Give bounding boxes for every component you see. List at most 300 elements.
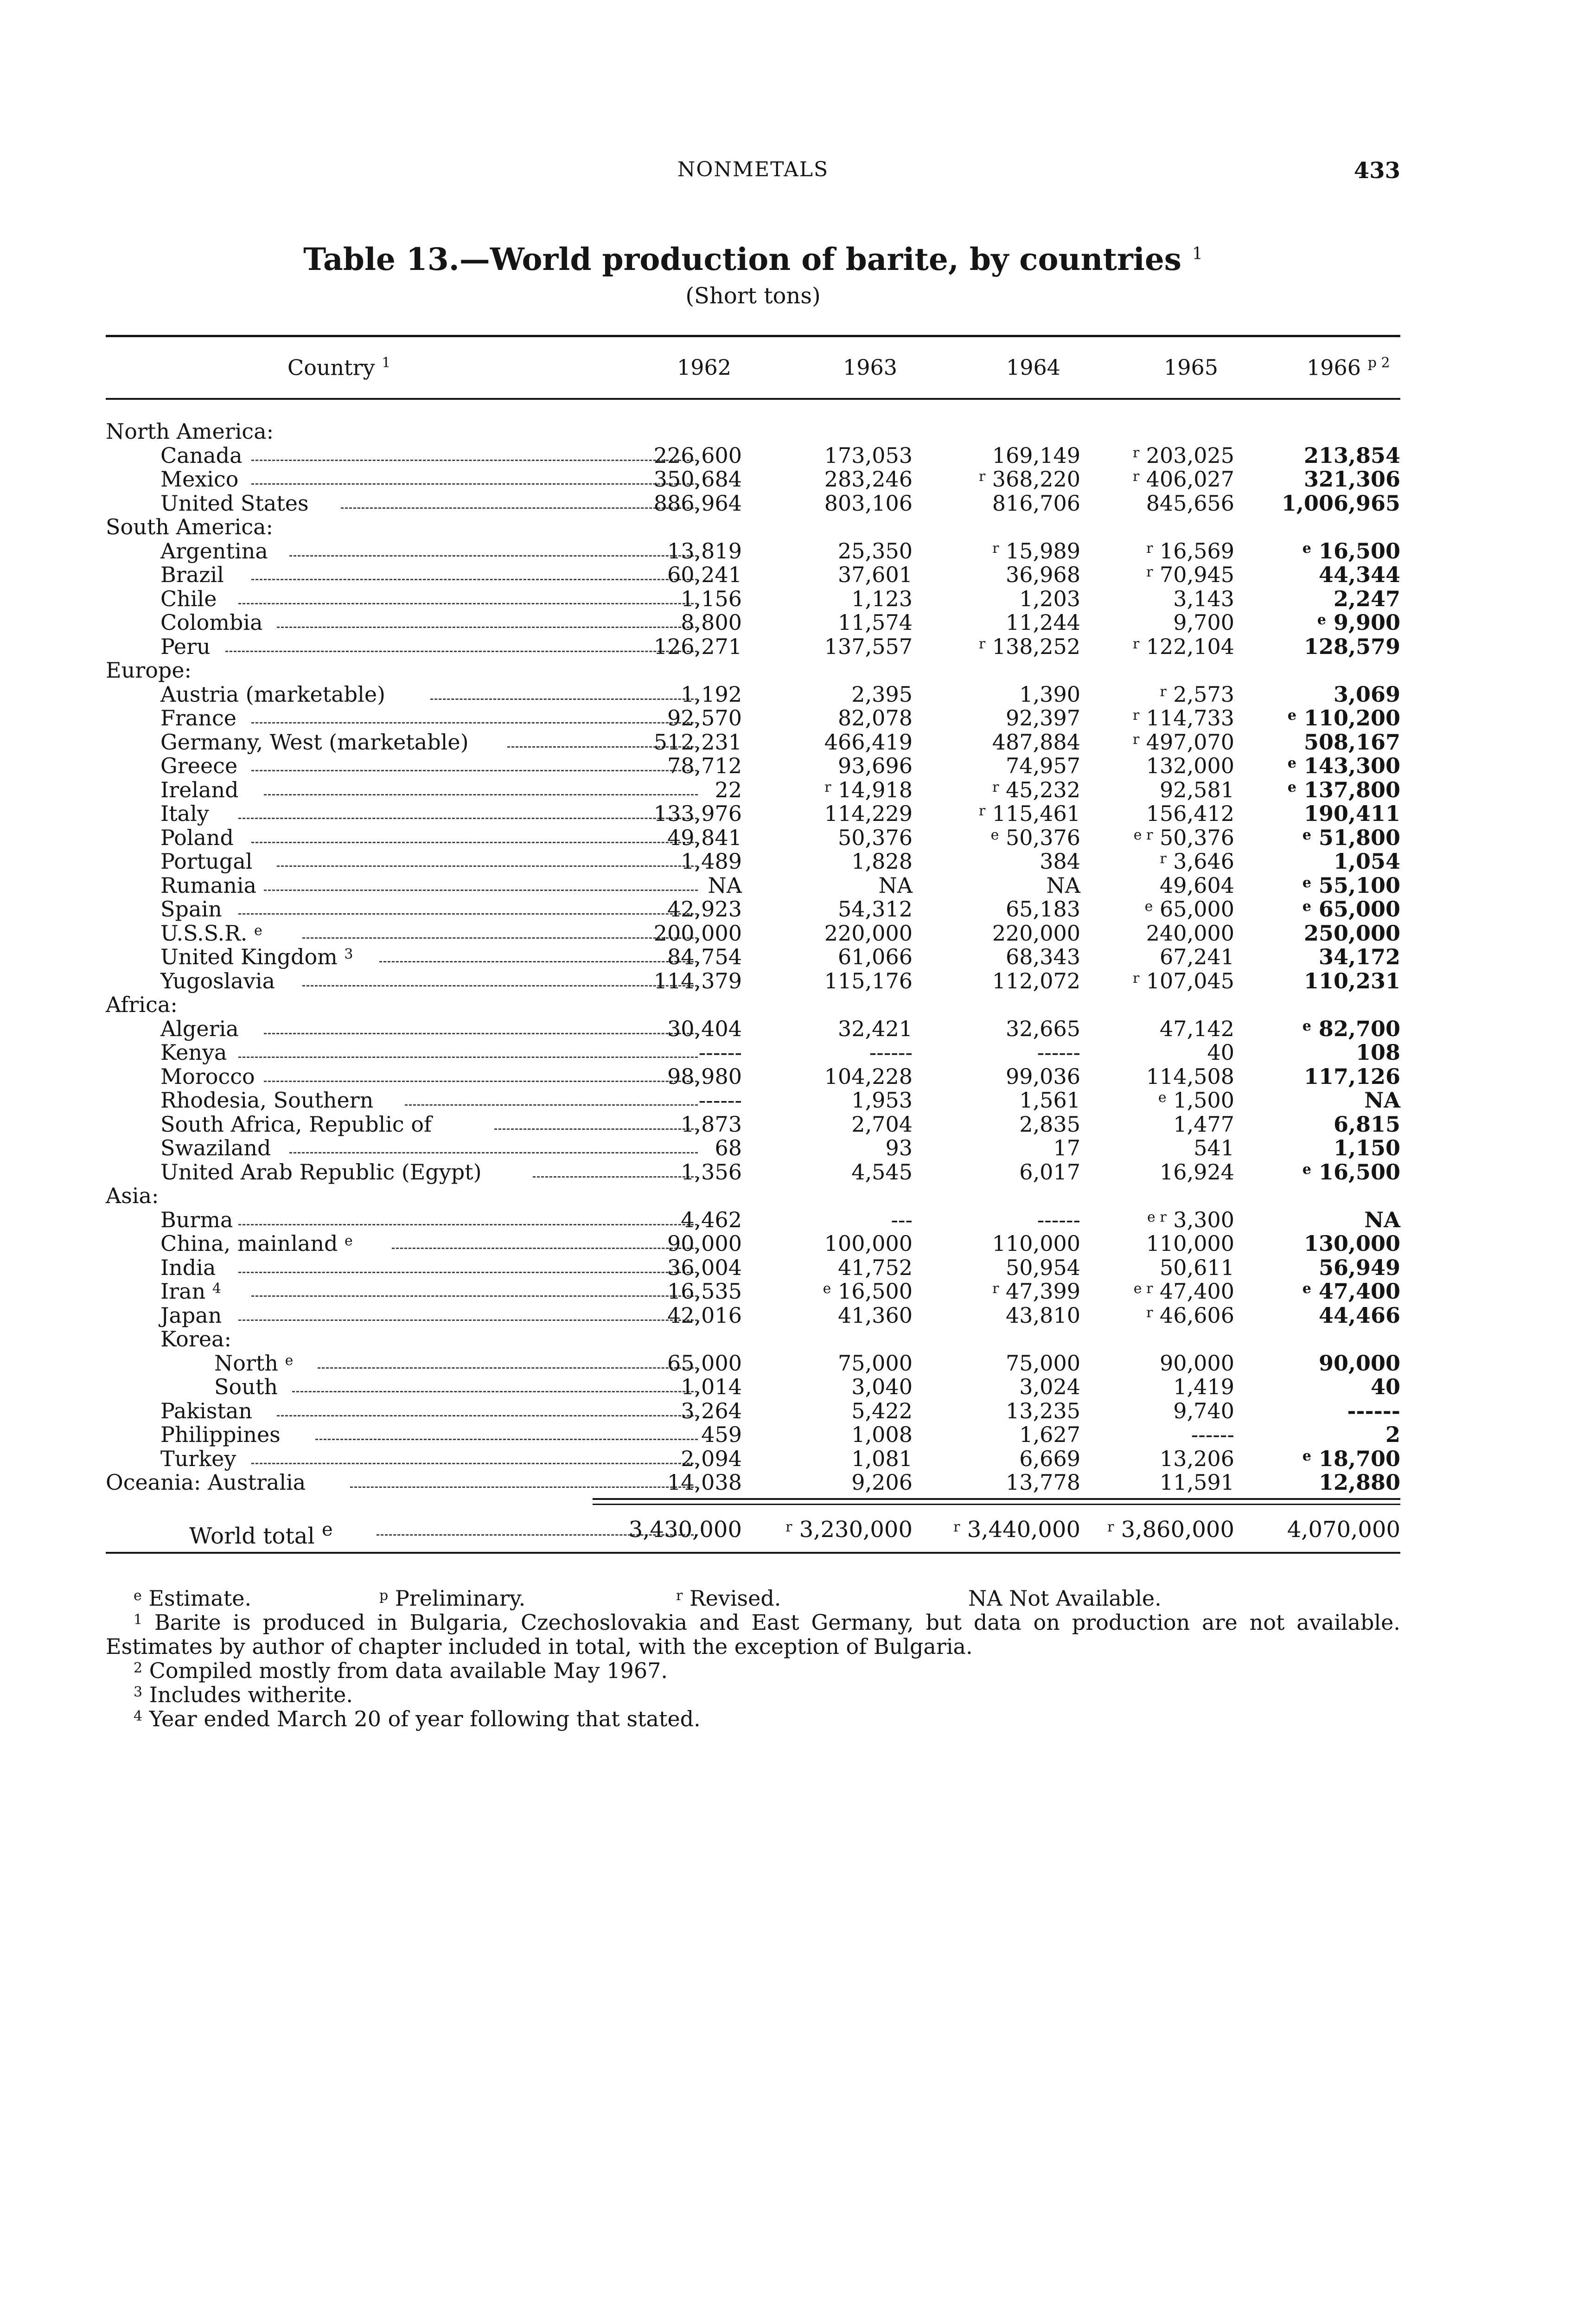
dot-leader xyxy=(350,1486,698,1488)
value-1963: 37,601 xyxy=(838,562,913,587)
value-1963: $^r$ 14,918 xyxy=(824,777,913,802)
row-label: Oceania: Australia xyxy=(106,1470,306,1495)
dot-leader xyxy=(392,1248,698,1249)
table-row xyxy=(106,611,1400,635)
row-label: Colombia xyxy=(160,610,263,635)
value-1966: $^e$ 18,700 xyxy=(1302,1446,1400,1471)
value-1966: $^e$ 47,400 xyxy=(1302,1279,1400,1304)
value-1966: 3,069 xyxy=(1333,681,1400,707)
value-1962: 1,356 xyxy=(681,1159,742,1185)
row-label: Rumania xyxy=(160,872,257,898)
value-mark: e xyxy=(1302,826,1311,843)
value-mark: e r xyxy=(1133,826,1153,843)
value-1963: 1,828 xyxy=(851,849,913,874)
footnote: $^2$ Compiled mostly from data available May 1967. xyxy=(134,1658,668,1683)
value-1963: 115,176 xyxy=(824,968,913,993)
dot-leader xyxy=(238,818,698,819)
table-row xyxy=(106,1065,1400,1089)
value-1964: ------ xyxy=(1037,1040,1080,1065)
table-row xyxy=(106,969,1400,993)
label-footnote-mark: 3 xyxy=(344,946,353,962)
table-row xyxy=(106,802,1400,826)
value-1965: 9,700 xyxy=(1173,610,1234,635)
table-row xyxy=(106,706,1400,730)
table-group-heading xyxy=(106,1184,1400,1208)
table-title-footnote-mark: 1 xyxy=(1192,244,1203,263)
value-mark: e xyxy=(823,1281,831,1297)
value-1965: ------ xyxy=(1191,1422,1234,1447)
table-row xyxy=(106,492,1400,516)
value-mark: r xyxy=(1107,1519,1114,1535)
value-1963: 173,053 xyxy=(824,442,913,468)
column-header-country-label: Country xyxy=(287,355,375,380)
value-1965: 92,581 xyxy=(1160,777,1234,802)
value-1963: 283,246 xyxy=(824,467,913,492)
column-header-country xyxy=(287,355,390,380)
table-row xyxy=(106,635,1400,659)
value-1964: 65,183 xyxy=(1006,897,1080,922)
value-1966: 2,247 xyxy=(1333,586,1400,611)
table-group-heading xyxy=(106,659,1400,683)
value-1964: $^r$ 45,232 xyxy=(992,777,1080,802)
table-row xyxy=(106,850,1400,874)
value-mark: e xyxy=(1144,898,1153,915)
value-1966: $^e$ 16,500 xyxy=(1302,1159,1400,1185)
value-1963: 82,078 xyxy=(838,705,913,730)
table-row xyxy=(106,730,1400,755)
table-row xyxy=(106,1232,1400,1256)
label-footnote-mark: e xyxy=(321,1519,333,1540)
footnote: $^1$ Barite is produced in Bulgaria, Czechoslovakia and East Germany, but data on production are not available. Estimates by author of chapter included in total, with the exception of Bulgaria. xyxy=(106,1610,1400,1659)
legend-mark: e xyxy=(134,1588,142,1604)
value-1965: 9,740 xyxy=(1173,1398,1234,1423)
value-1963: 2,395 xyxy=(851,681,913,707)
value-1965: 3,143 xyxy=(1173,586,1234,611)
row-label: Morocco xyxy=(160,1063,255,1089)
value-1964: 3,024 xyxy=(1019,1374,1080,1399)
value-1962: 133,976 xyxy=(653,801,742,826)
value-1966: 190,411 xyxy=(1303,801,1400,826)
value-1962: 68 xyxy=(715,1135,742,1160)
row-label: Turkey xyxy=(160,1446,236,1471)
value-1965: $^e$ 65,000 xyxy=(1144,897,1234,922)
table-group-heading xyxy=(106,993,1400,1017)
row-label: Austria (marketable) xyxy=(160,681,385,707)
value-1963: 61,066 xyxy=(838,944,913,969)
value-1966: 40 xyxy=(1370,1374,1400,1399)
table-row xyxy=(106,1423,1400,1447)
value-mark: r xyxy=(1146,540,1153,557)
legend-mark: r xyxy=(676,1588,683,1604)
value-1965: 845,656 xyxy=(1146,490,1234,516)
table-title-text: Table 13.—World production of barite, by countries xyxy=(303,241,1181,277)
row-label: Poland xyxy=(160,825,234,850)
value-1965: $^r$ 122,104 xyxy=(1132,634,1234,659)
table-row xyxy=(106,778,1400,802)
value-1964: 2,835 xyxy=(1019,1111,1080,1137)
table-row xyxy=(106,922,1400,946)
value-1963: 114,229 xyxy=(824,801,913,826)
value-1965: $^r$ 497,070 xyxy=(1132,729,1234,755)
row-label: India xyxy=(160,1255,216,1280)
column-header-1962: 1962 xyxy=(677,355,732,380)
value-1963: 466,419 xyxy=(824,729,913,755)
footnote-mark: 3 xyxy=(134,1684,143,1700)
value-1966: $^e$ 16,500 xyxy=(1302,538,1400,564)
value-1965: 1,419 xyxy=(1173,1374,1234,1399)
value-mark: r xyxy=(992,540,999,557)
value-1964: 13,778 xyxy=(1006,1470,1080,1495)
value-1964: 1,203 xyxy=(1019,586,1080,611)
table-row xyxy=(106,1089,1400,1113)
row-label: North America: xyxy=(106,419,274,444)
dot-leader xyxy=(289,1152,698,1153)
value-1965: $^r$ 46,606 xyxy=(1146,1302,1234,1328)
row-label: North $^e$ xyxy=(214,1350,294,1376)
value-1962: 60,241 xyxy=(667,562,742,587)
dot-leader xyxy=(379,961,698,962)
legend-mark: p xyxy=(379,1588,389,1604)
value-1966: 1,006,965 xyxy=(1281,490,1400,516)
row-label: South America: xyxy=(106,514,274,539)
value-mark: r xyxy=(1132,707,1140,724)
value-1965: 49,604 xyxy=(1160,872,1234,898)
value-1962: 2,094 xyxy=(681,1446,742,1471)
value-1966: $^e$ 65,000 xyxy=(1302,897,1400,922)
value-mark: r xyxy=(1132,731,1140,748)
dot-leader xyxy=(318,1367,698,1369)
value-1965: 47,142 xyxy=(1160,1016,1234,1041)
row-label: Ireland xyxy=(160,777,239,802)
dot-leader xyxy=(251,1463,698,1464)
dot-leader xyxy=(264,890,698,891)
footnote-mark: 2 xyxy=(134,1660,143,1676)
dot-leader xyxy=(251,770,698,771)
value-mark: r xyxy=(785,1519,792,1535)
value-mark: r xyxy=(978,635,986,652)
value-1962: NA xyxy=(708,872,742,898)
footnote: $^4$ Year ended March 20 of year following that stated. xyxy=(134,1706,701,1731)
world-total-row xyxy=(106,1516,1400,1549)
dot-leader xyxy=(533,1176,698,1178)
row-label: United States xyxy=(160,490,309,516)
value-1964: $^r$ 3,440,000 xyxy=(953,1517,1080,1543)
value-1963: 3,040 xyxy=(851,1374,913,1399)
value-1965: $^r$ 3,860,000 xyxy=(1107,1517,1234,1543)
value-1962: 350,684 xyxy=(653,467,742,492)
value-1966: 250,000 xyxy=(1303,920,1400,946)
table-row xyxy=(106,754,1400,778)
dot-leader xyxy=(430,698,698,700)
table-row xyxy=(106,1041,1400,1065)
value-1962: 200,000 xyxy=(653,920,742,946)
table-row xyxy=(106,1113,1400,1137)
value-mark: e xyxy=(1302,540,1311,557)
value-1966: $^e$ 55,100 xyxy=(1302,872,1400,898)
value-mark: e xyxy=(1302,898,1311,915)
value-1963: 41,360 xyxy=(838,1302,913,1328)
row-label: South Africa, Republic of xyxy=(160,1111,432,1137)
column-header-1965: 1965 xyxy=(1164,355,1219,380)
value-1963: 137,557 xyxy=(824,634,913,659)
row-label: United Kingdom $^3$ xyxy=(160,944,353,969)
value-1964: ------ xyxy=(1037,1207,1080,1232)
row-label: Argentina xyxy=(160,538,268,564)
value-1962: 22 xyxy=(715,777,742,802)
value-1965: $^r$ 3,646 xyxy=(1160,849,1234,874)
footnote-mark: 1 xyxy=(134,1612,143,1628)
row-label: Spain xyxy=(160,897,222,922)
dot-leader xyxy=(302,937,698,939)
column-header-1966-mark: p 2 xyxy=(1367,355,1390,371)
footnote-legend xyxy=(106,1586,1400,1610)
table-row xyxy=(106,539,1400,564)
value-1966: 213,854 xyxy=(1303,442,1400,468)
table-row xyxy=(106,683,1400,707)
column-header-1963: 1963 xyxy=(843,355,898,380)
value-1962: 42,016 xyxy=(667,1302,742,1328)
value-1963: 1,953 xyxy=(851,1088,913,1113)
table-header-rule xyxy=(106,398,1400,400)
row-label: Japan xyxy=(160,1302,222,1328)
value-1962: 98,980 xyxy=(667,1063,742,1089)
value-1963: 50,376 xyxy=(838,825,913,850)
value-1963: --- xyxy=(891,1207,913,1232)
row-label: China, mainland $^e$ xyxy=(160,1231,353,1256)
value-1963: 11,574 xyxy=(838,610,913,635)
value-1965: 67,241 xyxy=(1160,944,1234,969)
dot-leader xyxy=(238,1320,698,1321)
value-1966: 1,054 xyxy=(1333,849,1400,874)
total-double-rule xyxy=(593,1498,1400,1505)
value-1963: 220,000 xyxy=(824,920,913,946)
value-1964: 6,669 xyxy=(1019,1446,1080,1471)
value-1963: 104,228 xyxy=(824,1063,913,1089)
value-mark: e xyxy=(1302,1161,1311,1178)
value-1962: 14,038 xyxy=(667,1470,742,1495)
dot-leader xyxy=(238,603,698,604)
value-1966: $^e$ 51,800 xyxy=(1302,825,1400,850)
value-1963: 4,545 xyxy=(851,1159,913,1185)
value-mark: e xyxy=(1302,874,1311,891)
value-1962: 114,379 xyxy=(653,968,742,993)
value-1964: $^r$ 15,989 xyxy=(992,538,1080,564)
value-1962: 1,014 xyxy=(681,1374,742,1399)
value-1963: ------ xyxy=(869,1040,913,1065)
value-1966: ------ xyxy=(1347,1398,1400,1423)
dot-leader xyxy=(238,1057,698,1058)
value-1965: $^r$ 203,025 xyxy=(1132,442,1234,468)
value-1962: 459 xyxy=(701,1422,742,1447)
table-row xyxy=(106,945,1400,969)
value-1964: 816,706 xyxy=(992,490,1080,516)
page-number: 433 xyxy=(1353,158,1400,184)
value-1966: $^e$ 110,200 xyxy=(1287,705,1400,730)
value-1965: $^{e r}$ 3,300 xyxy=(1147,1207,1234,1232)
value-1962: 3,430,000 xyxy=(628,1517,742,1543)
value-mark: r xyxy=(1146,1304,1153,1321)
value-1964: 487,884 xyxy=(992,729,1080,755)
row-label: World total $^e$ xyxy=(189,1519,333,1549)
value-1962: 78,712 xyxy=(667,753,742,778)
value-1963: $^e$ 16,500 xyxy=(823,1279,913,1304)
value-mark: e xyxy=(1287,707,1296,724)
value-1963: 1,081 xyxy=(851,1446,913,1471)
value-1962: 90,000 xyxy=(667,1231,742,1256)
dot-leader xyxy=(238,1272,698,1273)
value-1962: 226,600 xyxy=(653,442,742,468)
value-mark: r xyxy=(992,779,999,795)
value-1963: NA xyxy=(878,872,913,898)
value-1963: 32,421 xyxy=(838,1016,913,1041)
value-1962: 1,192 xyxy=(681,681,742,707)
dot-leader xyxy=(238,1224,698,1225)
table-group-heading xyxy=(106,1327,1400,1352)
value-mark: e xyxy=(1158,1089,1167,1106)
value-1965: 132,000 xyxy=(1146,753,1234,778)
value-1964: 1,561 xyxy=(1019,1088,1080,1113)
value-1965: 156,412 xyxy=(1146,801,1234,826)
dot-leader xyxy=(225,651,698,652)
row-label: Africa: xyxy=(106,992,178,1017)
table-row xyxy=(106,563,1400,587)
value-mark: r xyxy=(978,468,986,485)
table-row xyxy=(106,1256,1400,1280)
value-1962: 8,800 xyxy=(681,610,742,635)
value-1962: 13,819 xyxy=(667,538,742,564)
row-label: Korea: xyxy=(160,1326,231,1352)
value-1963: 9,206 xyxy=(851,1470,913,1495)
value-1966: 110,231 xyxy=(1303,968,1400,993)
table-bottom-rule xyxy=(106,1552,1400,1554)
row-label: Mexico xyxy=(160,467,239,492)
column-header-1966-label: 1966 xyxy=(1307,355,1361,380)
table-body xyxy=(106,420,1400,1495)
value-1965: $^{e r}$ 47,400 xyxy=(1133,1279,1234,1304)
row-label: Chile xyxy=(160,586,217,611)
footnotes xyxy=(106,1586,1400,1731)
value-1964: 1,627 xyxy=(1019,1422,1080,1447)
table-row xyxy=(106,468,1400,492)
legend-item: $^r$ Revised. xyxy=(676,1586,781,1611)
table-row xyxy=(106,1399,1400,1423)
value-mark: r xyxy=(1132,970,1140,987)
value-1966: 508,167 xyxy=(1303,729,1400,755)
value-1962: 84,754 xyxy=(667,944,742,969)
value-1963: 5,422 xyxy=(851,1398,913,1423)
dot-leader xyxy=(251,1295,698,1297)
value-1966: 2 xyxy=(1385,1422,1400,1447)
value-1962: 36,004 xyxy=(667,1255,742,1280)
value-mark: r xyxy=(992,1281,999,1297)
value-mark: e r xyxy=(1147,1209,1167,1225)
value-1963: 93 xyxy=(885,1135,913,1160)
table-row xyxy=(106,1375,1400,1399)
value-1964: 1,390 xyxy=(1019,681,1080,707)
value-1964: 17 xyxy=(1053,1135,1080,1160)
row-label: Swaziland xyxy=(160,1135,271,1160)
value-1965: 16,924 xyxy=(1160,1159,1234,1185)
value-1965: 110,000 xyxy=(1146,1231,1234,1256)
value-1962: 30,404 xyxy=(667,1016,742,1041)
value-1965: 240,000 xyxy=(1146,920,1234,946)
value-mark: r xyxy=(1160,683,1167,700)
table-row xyxy=(106,1352,1400,1376)
value-mark: e xyxy=(1302,1018,1311,1034)
dot-leader xyxy=(405,1104,698,1106)
value-1966: 12,880 xyxy=(1318,1470,1400,1495)
table-row xyxy=(106,1136,1400,1160)
row-label: Algeria xyxy=(160,1016,239,1041)
table-row xyxy=(106,897,1400,922)
row-label: Iran $^4$ xyxy=(160,1279,221,1304)
value-1962: 1,489 xyxy=(681,849,742,874)
value-1965: $^r$ 2,573 xyxy=(1160,681,1234,707)
value-1964: 110,000 xyxy=(992,1231,1080,1256)
value-mark: r xyxy=(824,779,831,795)
dot-leader xyxy=(341,507,698,509)
value-1966: 1,150 xyxy=(1333,1135,1400,1160)
value-1963: 1,123 xyxy=(851,586,913,611)
table-row xyxy=(106,1447,1400,1471)
value-1962: 16,535 xyxy=(667,1279,742,1304)
row-label: Burma xyxy=(160,1207,233,1232)
value-1962: 126,271 xyxy=(653,634,742,659)
table-row xyxy=(106,1304,1400,1328)
value-1963: $^r$ 3,230,000 xyxy=(785,1517,913,1543)
value-1964: 32,665 xyxy=(1006,1016,1080,1041)
value-1966: $^e$ 137,800 xyxy=(1287,777,1400,802)
dot-leader xyxy=(302,985,698,987)
value-1962: 65,000 xyxy=(667,1350,742,1376)
value-1966: NA xyxy=(1364,1207,1400,1232)
dot-leader xyxy=(264,1081,698,1082)
legend-item: NA Not Available. xyxy=(968,1586,1162,1611)
value-1966: 117,126 xyxy=(1303,1063,1400,1089)
label-footnote-mark: e xyxy=(285,1352,294,1369)
value-1962: 4,462 xyxy=(681,1207,742,1232)
value-1963: 25,350 xyxy=(838,538,913,564)
value-mark: r xyxy=(953,1519,960,1535)
value-1964: 6,017 xyxy=(1019,1159,1080,1185)
value-1966: $^e$ 9,900 xyxy=(1317,610,1400,635)
row-label: Europe: xyxy=(106,658,192,683)
value-1966: 56,949 xyxy=(1318,1255,1400,1280)
value-mark: r xyxy=(978,803,986,819)
value-1964: 13,235 xyxy=(1006,1398,1080,1423)
label-footnote-mark: 4 xyxy=(212,1281,221,1297)
table-row xyxy=(106,1160,1400,1185)
value-1966: 130,000 xyxy=(1303,1231,1400,1256)
value-1964: NA xyxy=(1046,872,1080,898)
value-1964: $^r$ 138,252 xyxy=(978,634,1080,659)
table-row xyxy=(106,1280,1400,1304)
dot-leader xyxy=(264,794,698,795)
row-label: Italy xyxy=(160,801,209,826)
row-label: Asia: xyxy=(106,1183,159,1208)
row-label: United Arab Republic (Egypt) xyxy=(160,1159,482,1185)
dot-leader xyxy=(277,627,698,628)
row-label: Brazil xyxy=(160,562,224,587)
table-row xyxy=(106,1208,1400,1232)
table-group-heading xyxy=(106,515,1400,539)
dot-leader xyxy=(289,555,698,557)
value-1963: 75,000 xyxy=(838,1350,913,1376)
row-label: Philippines xyxy=(160,1422,281,1447)
value-1962: 1,873 xyxy=(681,1111,742,1137)
column-header-1966 xyxy=(1307,355,1390,380)
value-mark: e xyxy=(990,826,999,843)
